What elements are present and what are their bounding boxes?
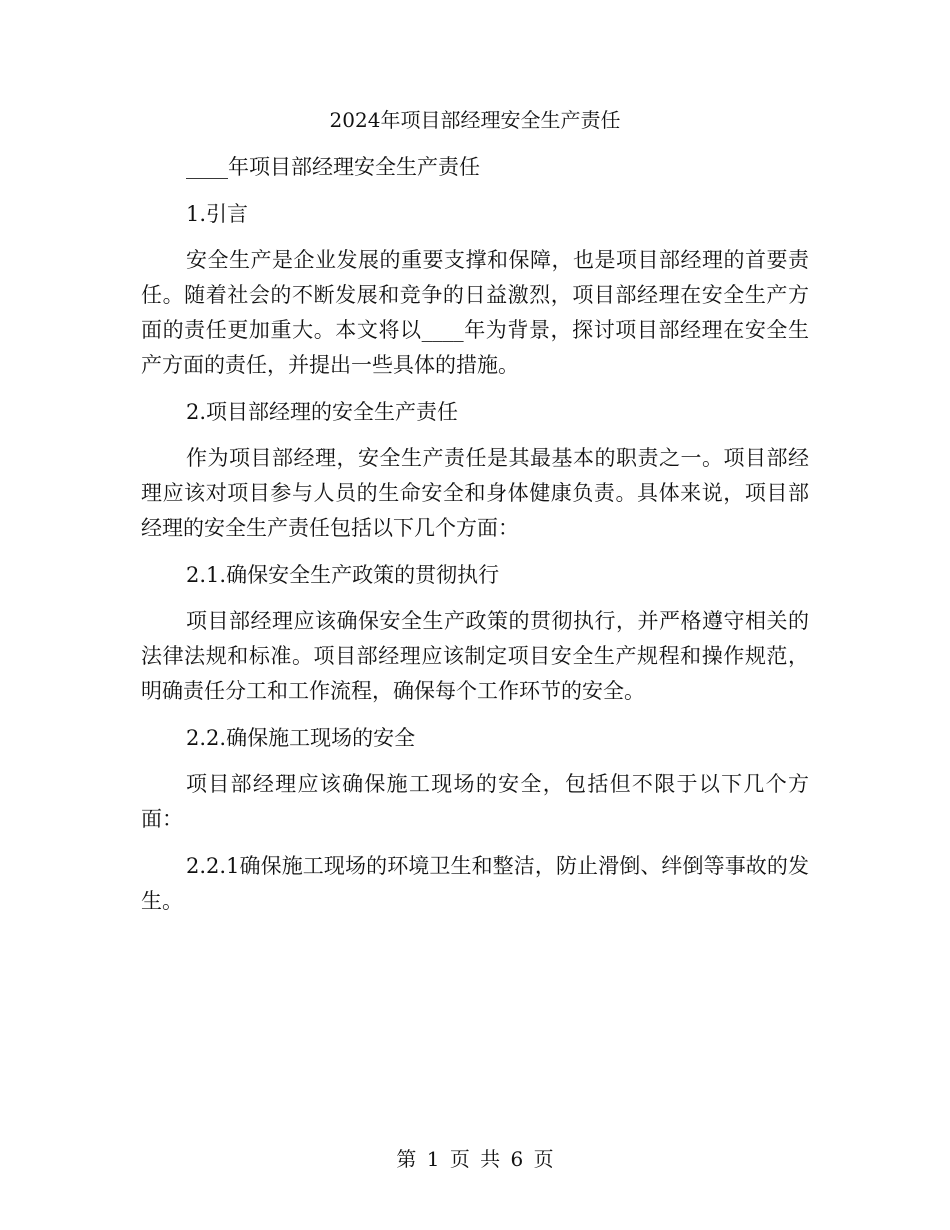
paragraph-site-hygiene: 2.2.1确保施工现场的环境卫生和整洁，防止滑倒、绊倒等事故的发生。 [141, 853, 809, 913]
subsection-heading-site-safety: 2.2.确保施工现场的安全 [186, 725, 416, 750]
paragraph-policy: 项目部经理应该确保安全生产政策的贯彻执行，并严格遵守相关的法律法规和标准。项目部经理应该制定项目安全生产规程和操作规范，明确责任分工和工作流程，确保每个工作环节的安全。 [141, 609, 809, 703]
paragraph-responsibility: 作为项目部经理，安全生产责任是其最基本的职责之一。项目部经理应该对项目参与人员的生命安全和身体健康负责。具体来说，项目部经理的安全生产责任包括以下几个方面： [141, 446, 809, 540]
section-heading-responsibility: 2.项目部经理的安全生产责任 [186, 399, 459, 424]
subtitle-heading: ____年项目部经理安全生产责任 [186, 155, 480, 179]
subsection-heading-policy: 2.1.确保安全生产政策的贯彻执行 [186, 562, 500, 587]
section-heading-intro: 1.引言 [186, 201, 249, 226]
paragraph-site-safety: 项目部经理应该确保施工现场的安全，包括但不限于以下几个方面： [141, 772, 809, 831]
page-number-footer: 第 1 页 共 6 页 [396, 1147, 554, 1171]
document-title: 2024年项目部经理安全生产责任 [329, 108, 621, 132]
document-body [141, 150, 809, 930]
paragraph-intro: 安全生产是企业发展的重要支撑和保障，也是项目部经理的首要责任。随着社会的不断发展和竞争的日益激烈，项目部经理在安全生产方面的责任更加重大。本文将以____年为背景，探讨项目部经理在安全生产方面的责任，并提出一些具体的措施。 [141, 248, 809, 377]
